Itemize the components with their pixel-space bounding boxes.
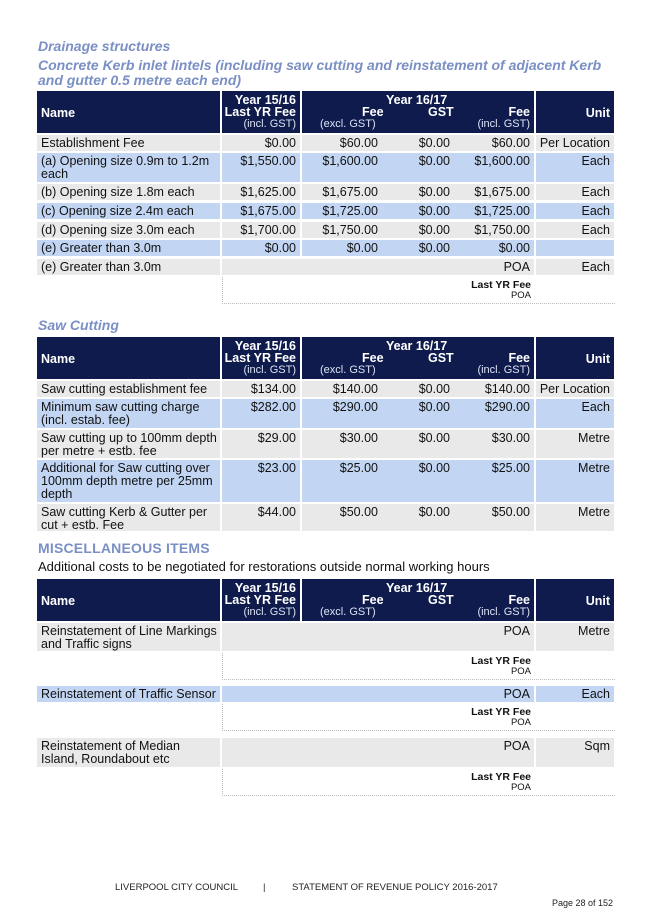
header-year: Year 16/17 bbox=[386, 93, 448, 107]
row-fee: $30.00 bbox=[302, 430, 382, 458]
row-fee-incl: $50.00 bbox=[454, 504, 534, 531]
row-fee: $0.00 bbox=[302, 240, 382, 256]
row-fee: $1,750.00 bbox=[302, 222, 382, 238]
header-name-cell bbox=[37, 579, 220, 621]
row-gst: $0.00 bbox=[382, 399, 454, 428]
row-last-fee: $134.00 bbox=[222, 381, 300, 397]
row-fee: $1,725.00 bbox=[302, 203, 382, 219]
note-title: Last YR Fee bbox=[471, 655, 531, 667]
header-inc: Fee bbox=[508, 105, 530, 119]
row-name: Establishment Fee bbox=[37, 135, 220, 151]
table-row bbox=[37, 381, 614, 397]
row-name: Saw cutting establishment fee bbox=[37, 381, 220, 397]
row-name: Additional for Saw cutting over 100mm depth metre per 25mm depth bbox=[37, 460, 220, 502]
row-name: (a) Opening size 0.9m to 1.2m each bbox=[37, 153, 220, 182]
header-fee: Fee bbox=[362, 105, 384, 119]
table-row bbox=[37, 460, 614, 502]
header-unit: Unit bbox=[585, 594, 610, 608]
table-row bbox=[37, 222, 614, 238]
row-unit: Each bbox=[536, 222, 614, 238]
header-last-cell bbox=[222, 579, 300, 621]
footer-page-number: Page 28 of 152 bbox=[552, 898, 614, 908]
row-fee: $60.00 bbox=[302, 135, 382, 151]
header-last-sub: (incl. GST) bbox=[243, 118, 296, 130]
table-row bbox=[37, 203, 614, 219]
row-last-fee: $0.00 bbox=[222, 135, 300, 151]
table-row bbox=[37, 738, 614, 767]
footer-separator: | bbox=[263, 882, 266, 893]
row-fee-incl: $290.00 bbox=[454, 399, 534, 428]
last-year-note bbox=[222, 277, 615, 304]
row-last-fee: $44.00 bbox=[222, 504, 300, 531]
header-fee: Fee bbox=[362, 351, 384, 365]
header-unit-cell bbox=[536, 337, 614, 379]
header-year: Year 16/17 bbox=[386, 339, 448, 353]
row-fee-incl: $1,725.00 bbox=[454, 203, 534, 219]
header-gst: GST bbox=[428, 593, 454, 607]
row-fee-incl: $60.00 bbox=[454, 135, 534, 151]
row-last-fee: $1,675.00 bbox=[222, 203, 300, 219]
header-unit: Unit bbox=[585, 106, 610, 120]
row-unit: Each bbox=[536, 184, 614, 200]
row-fee-incl: $30.00 bbox=[454, 430, 534, 458]
row-name: (c) Opening size 2.4m each bbox=[37, 203, 220, 219]
table-row bbox=[37, 184, 614, 200]
header-last-cell bbox=[222, 91, 300, 133]
row-name: Reinstatement of Traffic Sensor bbox=[37, 686, 220, 702]
note-value: POA bbox=[510, 666, 531, 677]
note-title: Last YR Fee bbox=[471, 706, 531, 718]
last-year-note bbox=[222, 704, 615, 731]
note-value: POA bbox=[510, 782, 531, 793]
row-unit: Each bbox=[536, 259, 614, 275]
header-last-cell bbox=[222, 337, 300, 379]
row-gst: $0.00 bbox=[382, 460, 454, 502]
row-fee-incl: $1,750.00 bbox=[454, 222, 534, 238]
row-last-fee: $29.00 bbox=[222, 430, 300, 458]
header-fee-sub: (excl. GST) bbox=[320, 364, 376, 376]
section-subtitle-drainage-2: and gutter 0.5 metre each end) bbox=[38, 72, 242, 88]
table-row bbox=[37, 399, 614, 428]
header-last-sub: (incl. GST) bbox=[243, 364, 296, 376]
section-title-drainage: Drainage structures bbox=[38, 38, 171, 54]
row-unit: Each bbox=[536, 153, 614, 182]
row-fee-incl: $0.00 bbox=[454, 240, 534, 256]
header-name: Name bbox=[41, 106, 76, 120]
row-gst: $0.00 bbox=[382, 184, 454, 200]
header-inc-sub: (incl. GST) bbox=[477, 364, 530, 376]
header-year-cell bbox=[302, 337, 534, 379]
row-name: Reinstatement of Line Markings and Traffic signs bbox=[37, 623, 220, 651]
row-unit: Metre bbox=[536, 623, 614, 651]
row-name: (b) Opening size 1.8m each bbox=[37, 184, 220, 200]
table-row bbox=[37, 240, 614, 256]
row-fee: $290.00 bbox=[302, 399, 382, 428]
row-gst: $0.00 bbox=[382, 222, 454, 238]
header-last-fee: Last YR Fee bbox=[224, 105, 296, 119]
note-title: Last YR Fee bbox=[471, 771, 531, 783]
row-unit bbox=[536, 240, 614, 256]
row-fee: $25.00 bbox=[302, 460, 382, 502]
row-gst: $0.00 bbox=[382, 240, 454, 256]
note-value: POA bbox=[510, 717, 531, 728]
row-name: Saw cutting Kerb & Gutter per cut + estb. Fee bbox=[37, 504, 220, 531]
header-inc-sub: (incl. GST) bbox=[477, 606, 530, 618]
row-name: Reinstatement of Median Island, Roundabout etc bbox=[37, 738, 220, 767]
row-name: (e) Greater than 3.0m bbox=[37, 259, 220, 275]
row-unit: Each bbox=[536, 399, 614, 428]
row-poa: POA bbox=[222, 686, 534, 702]
footer-org: LIVERPOOL CITY COUNCIL bbox=[115, 882, 239, 893]
last-year-note bbox=[222, 769, 615, 796]
header-last-sub: (incl. GST) bbox=[243, 606, 296, 618]
header-inc: Fee bbox=[508, 351, 530, 365]
row-fee: $140.00 bbox=[302, 381, 382, 397]
header-fee-sub: (excl. GST) bbox=[320, 606, 376, 618]
row-fee-incl: $25.00 bbox=[454, 460, 534, 502]
row-unit: Metre bbox=[536, 460, 614, 502]
row-fee: $1,675.00 bbox=[302, 184, 382, 200]
table-row bbox=[37, 430, 614, 458]
header-inc: Fee bbox=[508, 593, 530, 607]
footer-doc-title: STATEMENT OF REVENUE POLICY 2016-2017 bbox=[292, 882, 498, 893]
header-last-year: Year 15/16 bbox=[234, 581, 296, 595]
row-last-fee: $23.00 bbox=[222, 460, 300, 502]
header-name-cell bbox=[37, 91, 220, 133]
row-unit: Each bbox=[536, 686, 614, 702]
table-row bbox=[37, 153, 614, 182]
section-title-saw: Saw Cutting bbox=[38, 317, 119, 333]
row-gst: $0.00 bbox=[382, 203, 454, 219]
row-gst: $0.00 bbox=[382, 135, 454, 151]
table-row bbox=[37, 504, 614, 531]
row-gst: $0.00 bbox=[382, 153, 454, 182]
row-fee: $50.00 bbox=[302, 504, 382, 531]
header-name: Name bbox=[41, 594, 76, 608]
row-poa: POA bbox=[222, 623, 534, 651]
header-last-year: Year 15/16 bbox=[234, 339, 296, 353]
row-gst: $0.00 bbox=[382, 430, 454, 458]
row-fee-incl: $140.00 bbox=[454, 381, 534, 397]
table-row bbox=[37, 259, 614, 275]
section-subtitle-misc: Additional costs to be negotiated for restorations outside normal working hours bbox=[38, 559, 490, 574]
row-last-fee: $282.00 bbox=[222, 399, 300, 428]
note-value: POA bbox=[510, 290, 531, 301]
header-gst: GST bbox=[428, 105, 454, 119]
row-last-fee: $0.00 bbox=[222, 240, 300, 256]
header-unit-cell bbox=[536, 91, 614, 133]
section-subtitle-drainage-1: Concrete Kerb inlet lintels (including saw cutting and reinstatement of adjacent Kerb bbox=[38, 57, 602, 73]
row-gst: $0.00 bbox=[382, 504, 454, 531]
header-unit: Unit bbox=[585, 352, 610, 366]
row-unit: Per Location bbox=[536, 135, 614, 151]
header-name-cell bbox=[37, 337, 220, 379]
header-unit-cell bbox=[536, 579, 614, 621]
row-gst: $0.00 bbox=[382, 381, 454, 397]
row-name: (d) Opening size 3.0m each bbox=[37, 222, 220, 238]
row-name: Saw cutting up to 100mm depth per metre + estb. fee bbox=[37, 430, 220, 458]
header-inc-sub: (incl. GST) bbox=[477, 118, 530, 130]
header-gst: GST bbox=[428, 351, 454, 365]
row-unit: Sqm bbox=[536, 738, 614, 767]
header-last-fee: Last YR Fee bbox=[224, 351, 296, 365]
row-fee-incl: $1,675.00 bbox=[454, 184, 534, 200]
row-name: (e) Greater than 3.0m bbox=[37, 240, 220, 256]
header-year-cell bbox=[302, 579, 534, 621]
row-last-fee: $1,550.00 bbox=[222, 153, 300, 182]
row-unit: Per Location bbox=[536, 381, 614, 397]
table-row bbox=[37, 686, 614, 702]
header-name: Name bbox=[41, 352, 76, 366]
row-unit: Each bbox=[536, 203, 614, 219]
header-fee-sub: (excl. GST) bbox=[320, 118, 376, 130]
note-title: Last YR Fee bbox=[471, 279, 531, 291]
row-name: Minimum saw cutting charge (incl. estab. fee) bbox=[37, 399, 220, 428]
row-unit: Metre bbox=[536, 430, 614, 458]
row-fee: $1,600.00 bbox=[302, 153, 382, 182]
row-last-fee: $1,625.00 bbox=[222, 184, 300, 200]
header-fee: Fee bbox=[362, 593, 384, 607]
section-title-misc: MISCELLANEOUS ITEMS bbox=[38, 540, 210, 556]
last-year-note bbox=[222, 653, 615, 680]
table-row bbox=[37, 623, 614, 651]
row-poa: POA bbox=[222, 259, 534, 275]
header-last-year: Year 15/16 bbox=[234, 93, 296, 107]
header-year: Year 16/17 bbox=[386, 581, 448, 595]
row-last-fee: $1,700.00 bbox=[222, 222, 300, 238]
row-poa: POA bbox=[222, 738, 534, 767]
table-row bbox=[37, 135, 614, 151]
header-year-cell bbox=[302, 91, 534, 133]
header-last-fee: Last YR Fee bbox=[224, 593, 296, 607]
row-fee-incl: $1,600.00 bbox=[454, 153, 534, 182]
row-unit: Metre bbox=[536, 504, 614, 531]
